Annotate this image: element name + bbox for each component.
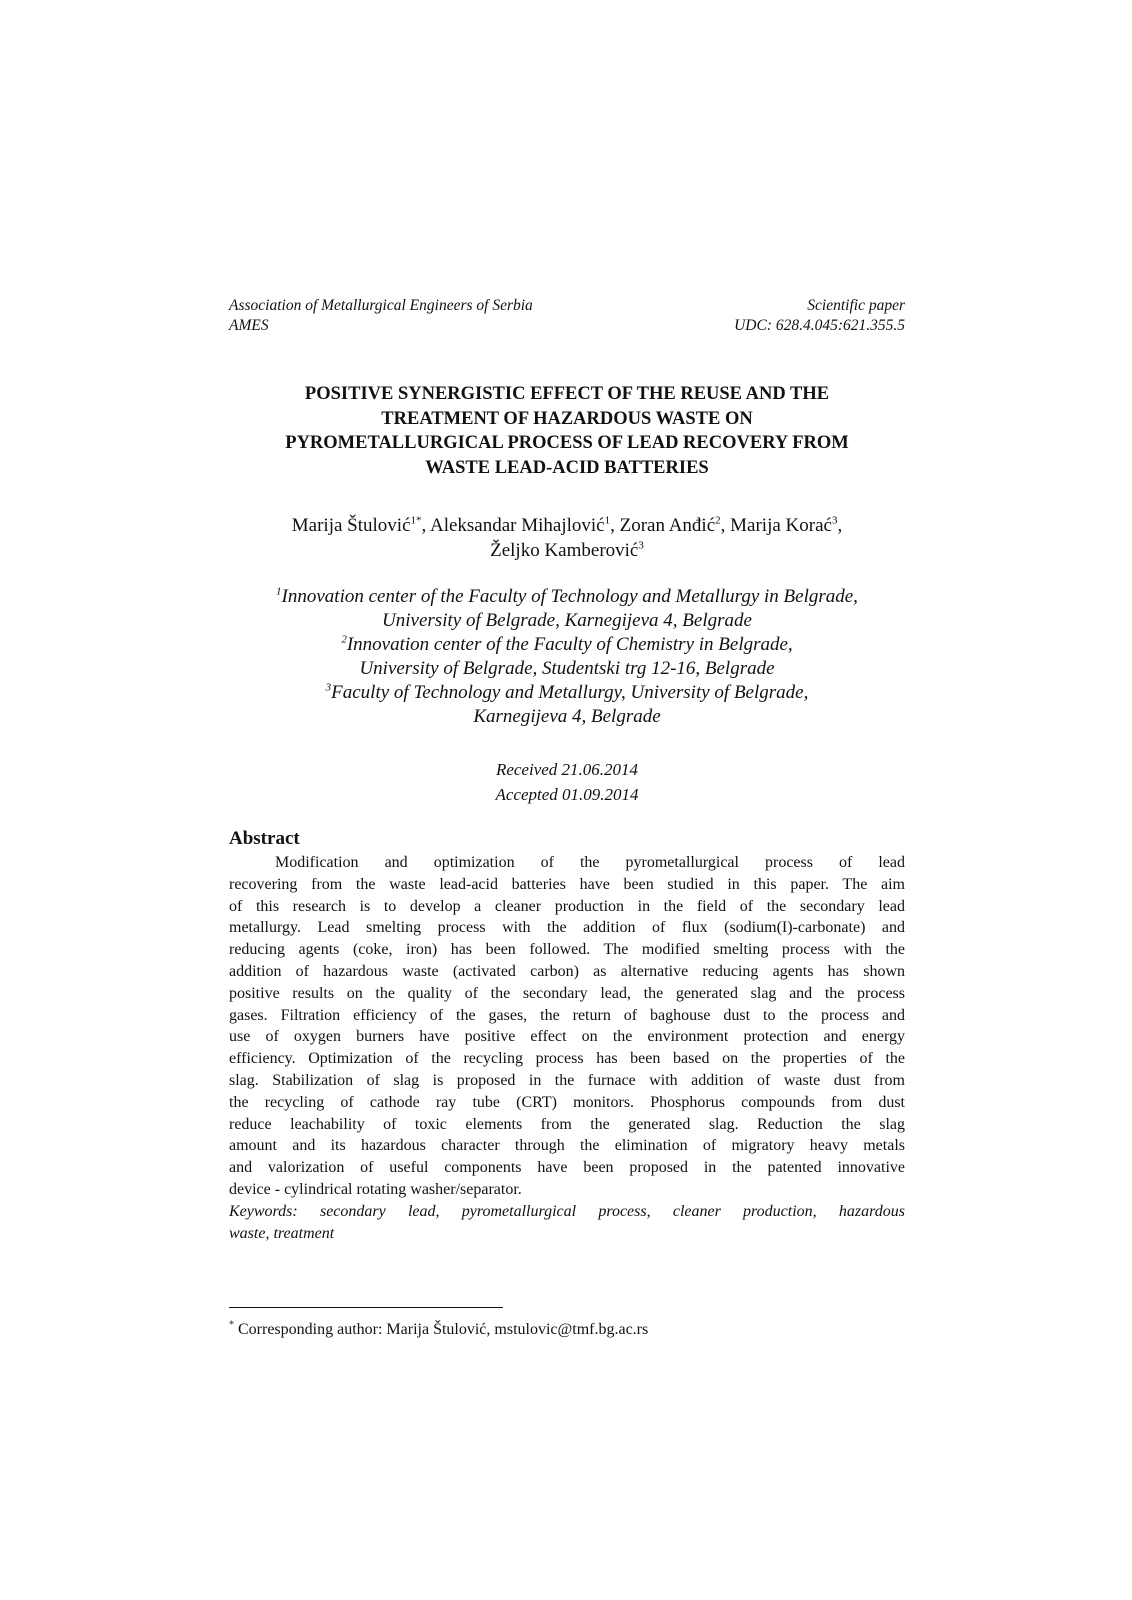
affiliation-line: Karnegijeva 4, Belgrade [473,706,661,727]
keywords [229,1201,905,1245]
abstract-line: Modification and optimization of the pyrometallurgical process of lead [275,854,905,871]
affiliation-line: University of Belgrade, Karnegijeva 4, Belgrade [382,610,752,631]
author-affiliation-mark: 1 [604,514,611,527]
author-list [229,513,905,563]
keywords-line: waste, treatment [229,1224,335,1242]
author-affiliation-mark: 3 [638,539,644,552]
footnote-divider [229,1307,503,1308]
abstract-body [229,852,905,1244]
submission-dates [229,757,905,807]
author-line [229,538,905,563]
author-separator: , [421,515,430,536]
publisher-abbreviation: AMES [229,317,269,334]
footnote-text: Corresponding author: Marija Štulović, mstulovic@tmf.bg.ac.rs [234,1321,649,1338]
author-line [229,513,905,538]
author-affiliation-mark: 1* [410,514,422,527]
affiliation-mark: 2 [341,633,347,646]
title-line: TREATMENT OF HAZARDOUS WASTE ON [381,408,753,429]
abstract-line: and valorization of useful components have been proposed in the patented innovative [229,1159,905,1177]
affiliation-mark: 3 [325,681,332,694]
corresponding-author-footnote [229,1319,905,1341]
title-line: POSITIVE SYNERGISTIC EFFECT OF THE REUSE AND THE [304,384,830,404]
abstract-line: positive results on the quality of the secondary lead, the generated slag and the process [229,984,905,1002]
udc-code: UDC: 628.4.045:621.355.5 [734,317,905,334]
author-name: Marija Štulović [291,515,411,536]
affiliation-text: Faculty of Technology and Metallurgy, University of Belgrade, [331,682,809,703]
affiliation-line [229,585,905,609]
author-separator: , [720,515,731,536]
abstract-line: addition of hazardous waste (activated carbon) as alternative reducing agents has shown [229,962,905,980]
abstract-line: reducing agents (coke, iron) has been followed. The modified smelting process with the [229,941,905,959]
affiliation-line [229,633,905,657]
paper-title [229,382,905,480]
title-line: WASTE LEAD-ACID BATTERIES [425,457,709,478]
affiliation-list [229,585,905,729]
affiliation-line [229,681,905,705]
abstract-line: gases. Filtration efficiency of the gases, the return of baghouse dust to the process and [229,1006,905,1024]
affiliation-line: University of Belgrade, Studentski trg 12-16, Belgrade [359,658,775,679]
paper-type: Scientific paper [807,297,905,314]
author-affiliation-mark: 2 [715,514,721,527]
affiliation-text: Innovation center of the Faculty of Chemistry in Belgrade, [346,634,793,655]
author-name: Željko Kamberović [490,540,639,561]
abstract-line: efficiency. Optimization of the recycling process has been based on the properties of the [229,1050,905,1068]
accepted-date: Accepted 01.09.2014 [495,785,639,804]
footnote-mark: * [229,1319,234,1331]
journal-header [229,296,905,336]
author-separator: , [837,515,843,536]
abstract-line: amount and its hazardous character through the elimination of migratory heavy metals [229,1137,905,1155]
title-line: PYROMETALLURGICAL PROCESS OF LEAD RECOVERY FROM [285,433,849,453]
author-name: Zoran Anđić [619,515,716,536]
author-separator: , [610,515,620,536]
received-date: Received 21.06.2014 [495,760,639,779]
keywords-line: Keywords: secondary lead, pyrometallurgical process, cleaner production, hazardous [229,1202,905,1220]
affiliation-mark: 1 [276,585,282,598]
abstract-line: slag. Stabilization of slag is proposed in the furnace with addition of waste dust from [229,1071,905,1089]
publisher-name: Association of Metallurgical Engineers of Serbia [229,297,533,314]
affiliation-text: Innovation center of the Faculty of Technology and Metallurgy in Belgrade, [281,586,858,607]
author-affiliation-mark: 3 [831,514,838,527]
abstract-line: the recycling of cathode ray tube (CRT) monitors. Phosphorus compounds from dust [229,1093,905,1111]
abstract-line: use of oxygen burners have positive effect on the environment protection and energy [229,1028,905,1046]
author-name: Marija Korać [730,515,832,536]
abstract-line: device - cylindrical rotating washer/separator. [229,1180,522,1198]
abstract-line: of this research is to develop a cleaner production in the field of the secondary lead [229,897,905,915]
abstract-line: reduce leachability of toxic elements from the generated slag. Reduction the slag [229,1115,905,1133]
abstract-heading: Abstract [229,828,300,849]
abstract-line: recovering from the waste lead-acid batteries have been studied in this paper. The aim [229,875,905,893]
author-name: Aleksandar Mihajlović [429,515,605,536]
abstract-line: metallurgy. Lead smelting process with the addition of flux (sodium(I)-carbonate) and [229,919,905,937]
